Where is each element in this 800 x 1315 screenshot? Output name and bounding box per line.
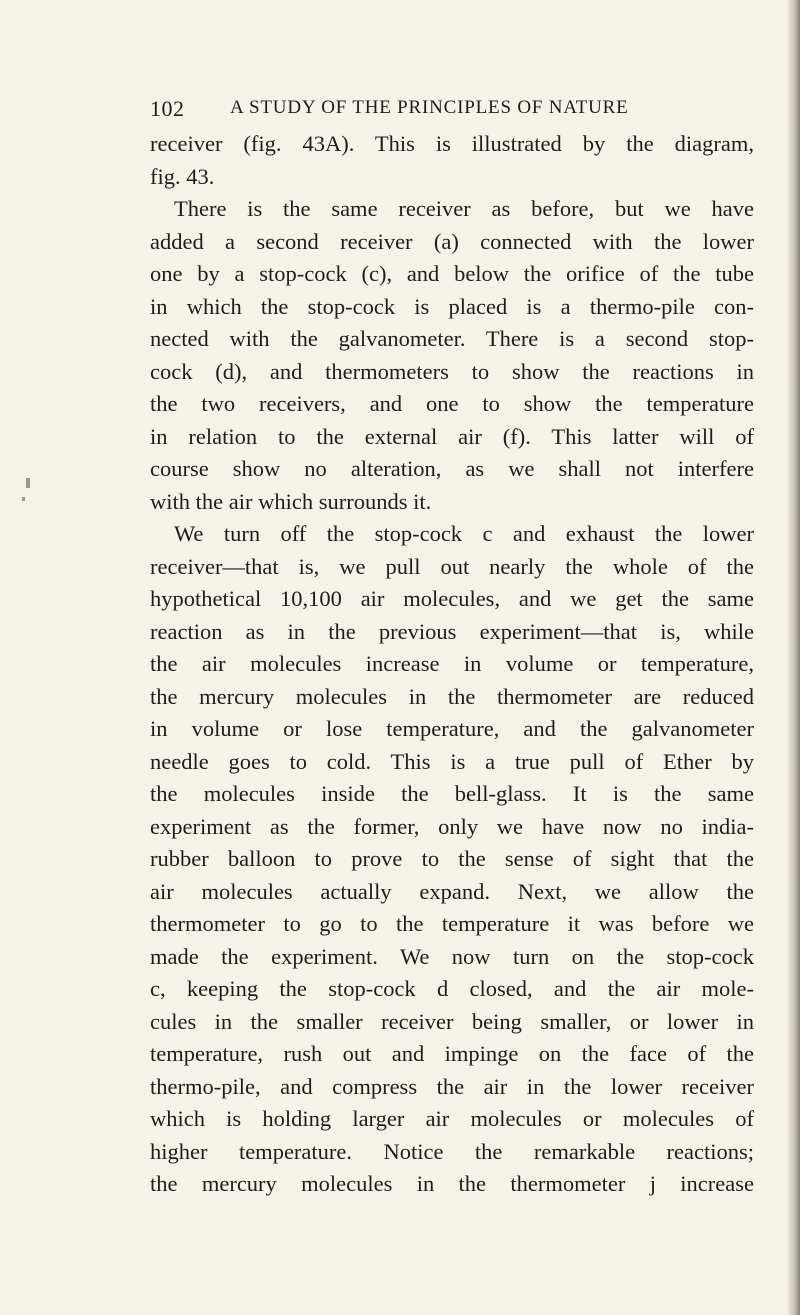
text-line: fig. 43. [150, 163, 215, 189]
text-line: the mercury molecules in the thermometer are reduced [150, 683, 754, 709]
text-line: receiver (fig. 43A). This is illustrated by the diagram, [150, 131, 754, 156]
text-line: nected with the galvanometer. There is a second stop- [150, 326, 754, 351]
page-number: 102 [150, 96, 185, 121]
paper-speck [26, 478, 30, 488]
text-line: thermo-pile, and compress the air in the lower receiver [150, 1073, 754, 1099]
text-line: c, keeping the stop-cock d closed, and the air mole- [150, 976, 754, 1001]
text-line: reaction as in the previous experiment—that is, while [150, 618, 754, 644]
text-line: the molecules inside the bell-glass. It is the same [150, 781, 754, 806]
text-line: one by a stop-cock (c), and below the orifice of the tube [150, 261, 754, 286]
text-line: the air molecules increase in volume or temperature, [150, 651, 754, 676]
text-line: the mercury molecules in the thermometer j increase [150, 1171, 754, 1196]
text-line: thermometer to go to the temperature it was before we [150, 911, 754, 936]
text-line: receiver—that is, we pull out nearly the whole of the [150, 553, 754, 579]
text-line: the two receivers, and one to show the temperature [150, 391, 754, 416]
text-line: made the experiment. We now turn on the stop-cock [150, 943, 754, 969]
text-line: in relation to the external air (f). This latter will of [150, 423, 754, 449]
binding-shadow [786, 0, 800, 1315]
paragraph-start-line: There is the same receiver as before, but we have [174, 196, 754, 221]
text-line: which is holding larger air molecules or molecules of [150, 1106, 754, 1131]
text-line: in which the stop-cock is placed is a thermo-pile con- [150, 293, 754, 319]
text-line: temperature, rush out and impinge on the face of the [150, 1041, 754, 1066]
text-line: with the air which surrounds it. [150, 488, 432, 514]
text-line: higher temperature. Notice the remarkable reactions; [150, 1138, 754, 1164]
text-line: rubber balloon to prove to the sense of sight that the [150, 846, 754, 871]
text-line: cules in the smaller receiver being smaller, or lower in [150, 1008, 754, 1034]
text-line: cock (d), and thermometers to show the reactions in [150, 358, 754, 384]
paragraph-start-line: We turn off the stop-cock c and exhaust the lower [174, 521, 754, 546]
text-line: experiment as the former, only we have now no india- [150, 813, 754, 839]
page-header [150, 96, 750, 126]
text-line: course show no alteration, as we shall not interfere [150, 456, 754, 481]
running-title: A STUDY OF THE PRINCIPLES OF NATURE [230, 97, 629, 118]
text-line: air molecules actually expand. Next, we allow the [150, 878, 754, 904]
text-line: added a second receiver (a) connected with the lower [150, 228, 754, 254]
text-line: hypothetical 10,100 air molecules, and we get the same [150, 586, 754, 611]
body-text [150, 128, 754, 1201]
text-line: needle goes to cold. This is a true pull of Ether by [150, 748, 754, 774]
text-line: in volume or lose temperature, and the galvanometer [150, 716, 754, 741]
paper-speck [22, 497, 25, 501]
